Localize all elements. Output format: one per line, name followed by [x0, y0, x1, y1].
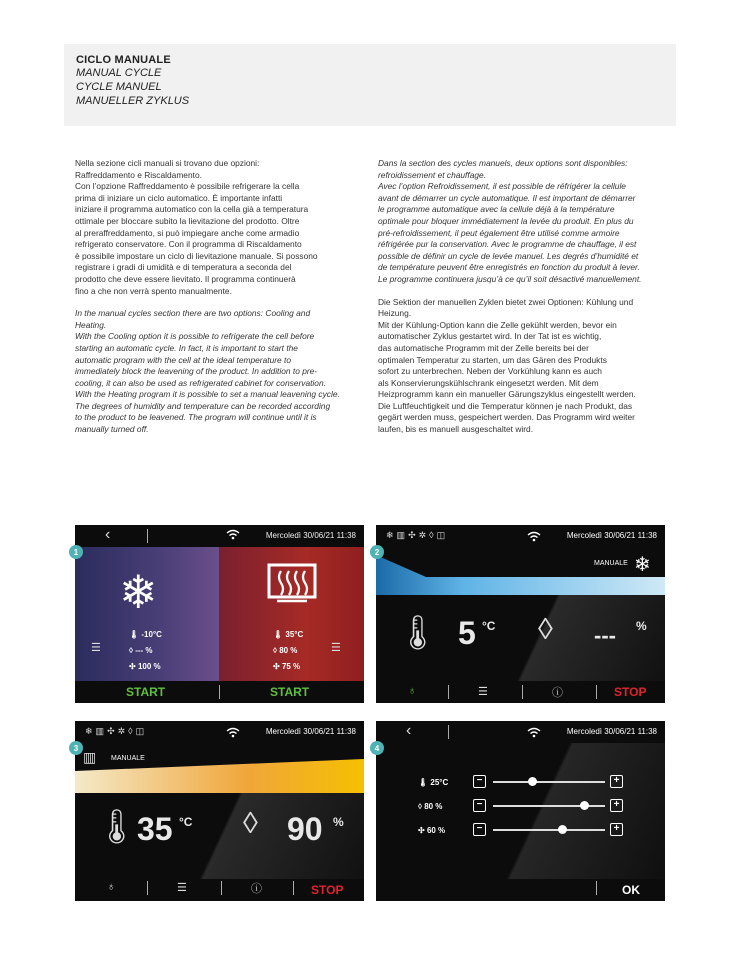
badge-3: 3 — [69, 741, 83, 755]
start-cooling-button[interactable]: START — [126, 685, 166, 699]
heater-icon: ▥ — [396, 530, 409, 540]
cool-hum-row — [129, 643, 162, 659]
thermometer-icon: 🌡︎ — [273, 630, 284, 639]
cool-hum: --- % — [135, 646, 153, 655]
snowflake-icon: ❄ — [386, 530, 397, 540]
thermometer-icon: 🌡︎ — [129, 630, 140, 639]
mode-icons — [386, 530, 448, 541]
humidity-icon: ◊ — [128, 726, 136, 736]
heat-fan-row — [273, 659, 303, 675]
thermometer-icon: 🌡︎ — [95, 808, 139, 846]
temperature-value: 35 — [137, 811, 173, 847]
humidity-icon: ◊ — [243, 807, 258, 840]
door-icon: ◫ — [135, 726, 148, 736]
datetime: Mercoledì 30/06/21 11:38 — [265, 727, 356, 736]
divider — [596, 685, 597, 699]
snowflake-icon: ❄ — [85, 726, 96, 736]
divider — [221, 881, 222, 895]
heating-panel[interactable] — [219, 547, 364, 681]
divider — [448, 725, 449, 739]
settings-icon[interactable]: ☰ — [478, 686, 488, 698]
minus-button[interactable]: − — [473, 775, 486, 788]
progress-bar — [376, 555, 665, 595]
fan-setpoint: 60 % — [426, 826, 446, 835]
wifi-icon — [527, 725, 541, 743]
screen-heating-running — [75, 721, 364, 901]
plus-button[interactable]: + — [610, 799, 623, 812]
humidity-icon: ◊ — [273, 646, 277, 655]
heater-icon — [267, 563, 317, 612]
mode-label: MANUALE — [594, 560, 628, 567]
title-en: MANUAL CYCLE — [76, 67, 162, 79]
header-box — [64, 44, 676, 126]
datetime: Mercoledì 30/06/21 11:38 — [566, 727, 657, 736]
fan-icon: ✣ — [107, 726, 118, 736]
settings-icon[interactable]: ☰ — [177, 882, 187, 894]
cool-temp: -10°C — [141, 630, 162, 639]
divider — [293, 881, 294, 895]
humidity-icon: ◊ — [429, 530, 437, 540]
wifi-icon — [226, 725, 240, 743]
plus-button[interactable]: + — [610, 823, 623, 836]
info-icon[interactable]: ⓘ — [251, 883, 262, 895]
datetime: Mercoledì 30/06/21 11:38 — [265, 531, 356, 540]
screen-manual-settings — [376, 721, 665, 901]
defrost-icon: ✲ — [418, 530, 430, 540]
title-de: MANUELLER ZYKLUS — [76, 95, 190, 107]
mode-icons — [85, 726, 147, 737]
fan-icon: ✣ — [273, 662, 280, 671]
paragraph-de: Die Sektion der manuellen Zyklen bietet zwei Optionen: Kühlung und Heizung. Mit der Kühlung-Option kann die Zelle gekühlt werden, bevor ein automatischer Zyklus gestartet wird. In der Tat ist es wichtig, das automatische Programm mit der Zelle bereits bei der optimalen Temperatur zu starten, um das Gären des Produkts sofort zu unterbrechen. Neben der Vorkühlung kann es auch als Konservierungskühlschrank eingesetzt werden. Mit dem Heizprogramm kann ein manueller Gärungszyklus eingestellt werden. Die Luftfeuchtigkeit und die Temperatur können je nach Produkt, das gegärt werden muss, gespeichert werden. Das Programm wird weiter laufen, bis es manuell ausgeschaltet wird. — [378, 296, 636, 435]
humidity-icon: ◊ — [129, 646, 133, 655]
divider — [596, 881, 597, 895]
heat-temp-row — [273, 627, 303, 643]
progress-bar — [75, 759, 364, 793]
stop-button[interactable]: STOP — [311, 883, 344, 897]
fan-icon: ✣ — [408, 530, 419, 540]
heater-icon: ▥ — [95, 726, 108, 736]
slider-knob[interactable] — [558, 825, 567, 834]
wifi-icon — [527, 529, 541, 547]
badge-2: 2 — [370, 545, 384, 559]
title-fr: CYCLE MANUEL — [76, 81, 162, 93]
cool-temp-row — [129, 627, 162, 643]
heat-hum-row — [273, 643, 303, 659]
text-column-left — [75, 158, 365, 447]
humidity-icon: ◊ — [418, 802, 422, 811]
divider — [147, 529, 148, 543]
slider-knob[interactable] — [528, 777, 537, 786]
fan-icon: ✣ — [129, 662, 136, 671]
cool-fan-row — [129, 659, 162, 675]
back-icon[interactable]: ‹ — [406, 722, 412, 739]
paragraph-en: In the manual cycles section there are two options: Cooling and Heating. With the Cooling option it is possible to refrigerate the cell before starting an automatic cycle. In fact, it is important to start the automatic program with the cell at the ideal temperature to immediately block the leavening of the product. In addition to pre- cooling, it can also be used as refrigerated cabinet for conservation. With the Heating program it is possible to set a manual leavening cycle. The degrees of humidity and temperature can be recorded according to the product to be leavened. The program will continue until it is manually turned off. — [75, 308, 340, 435]
paragraph-it: Nella sezione cicli manuali si trovano due opzioni: Raffreddamento e Riscaldamento. Con l’opzione Raffreddamento è possibile refrigerare la cella prima di iniziare un ciclo automatico. È importante infatti iniziare il programma automatico con la cella già a temperatura ottimale per bloccare subito la lievitazione del prodotto. Oltre al preraffreddamento, si può impiegare anche come armadio refrigerato conservatore. Con il programma di Riscaldamento è possibile impostare un ciclo di lievitazione manuale. Si possono registrare i gradi di umidità e di temperatura a seconda del prodotto che deve essere lievitato. Il programma continuerà fino a che non verrà spento manualmente. — [75, 158, 318, 296]
wifi-icon — [226, 529, 240, 543]
settings-icon[interactable]: ☰ — [91, 642, 101, 654]
heater-icon: ▥ — [83, 749, 97, 765]
humidity-value: 90 — [287, 811, 323, 847]
snowflake-icon: ❄ — [119, 566, 158, 618]
screen-manual-select — [75, 525, 364, 703]
back-icon[interactable]: ‹ — [105, 526, 111, 543]
datetime: Mercoledì 30/06/21 11:38 — [566, 531, 657, 540]
stop-button[interactable]: STOP — [614, 685, 647, 699]
minus-button[interactable]: − — [473, 799, 486, 812]
screen-cooling-running — [376, 525, 665, 703]
minus-button[interactable]: − — [473, 823, 486, 836]
defrost-icon: ✲ — [117, 726, 129, 736]
cooling-panel[interactable] — [75, 547, 219, 681]
light-icon[interactable]: ♁ — [408, 685, 417, 697]
humidity-setpoint: 80 % — [424, 802, 443, 811]
temperature-unit: °C — [482, 619, 496, 633]
light-icon[interactable]: ♁ — [107, 881, 116, 893]
badge-4: 4 — [370, 741, 384, 755]
humidity-icon: ◊ — [538, 613, 553, 646]
cool-fan: 100 % — [137, 662, 161, 671]
thermometer-icon: 🌡︎ — [396, 614, 440, 652]
heat-fan: 75 % — [281, 662, 301, 671]
slider-track[interactable] — [493, 829, 605, 831]
ok-button[interactable]: OK — [622, 883, 640, 897]
divider — [147, 881, 148, 895]
divider — [522, 685, 523, 699]
humidity-unit: % — [333, 815, 344, 829]
humidity-value: --- — [594, 623, 616, 648]
paragraph-fr: Dans la section des cycles manuels, deux options sont disponibles: refroidissement et chauffage. Avec l’option Refroidissement, il est possible de réfrigérer la cellule avant de démarrer un cycle automatique. Il est important de démarrer le programme automatique avec la cellule déjà à la température optimale pour bloquer immédiatement la levée du produit. En plus du pré-refroidissement, il peut également être utilisé comme armoire réfrigérée pur la conservation. Avec le programme de chauffage, il est possible de définir un cycle de levée manuel. Les degrés d’humidité et de température peuvent être enregistrés en fonction du produit à lever. Le programme continuera jusqu’à ce qu’il soit désactivé manuellement. — [378, 158, 642, 284]
start-heating-button[interactable]: START — [270, 685, 310, 699]
status-bar — [75, 525, 364, 547]
fan-icon: ✣ — [418, 826, 425, 835]
info-icon[interactable]: ⓘ — [552, 687, 563, 699]
slider-track[interactable] — [493, 781, 605, 783]
snowflake-icon: ❄ — [634, 554, 651, 576]
temperature-setpoint: 25°C — [430, 778, 449, 787]
temperature-unit: °C — [179, 815, 193, 829]
settings-icon[interactable]: ☰ — [331, 642, 341, 654]
title-it: CICLO MANUALE — [76, 54, 171, 66]
door-icon: ◫ — [436, 530, 449, 540]
temperature-value: 5 — [458, 615, 476, 651]
heat-hum: 80 % — [279, 646, 298, 655]
humidity-unit: % — [636, 619, 647, 633]
text-column-right — [378, 158, 668, 447]
thermometer-icon: 🌡︎ — [418, 778, 429, 787]
mode-label: MANUALE — [111, 755, 145, 762]
divider — [219, 685, 220, 699]
badge-1: 1 — [69, 545, 83, 559]
heat-temp: 35°C — [285, 630, 304, 639]
divider — [448, 685, 449, 699]
plus-button[interactable]: + — [610, 775, 623, 788]
